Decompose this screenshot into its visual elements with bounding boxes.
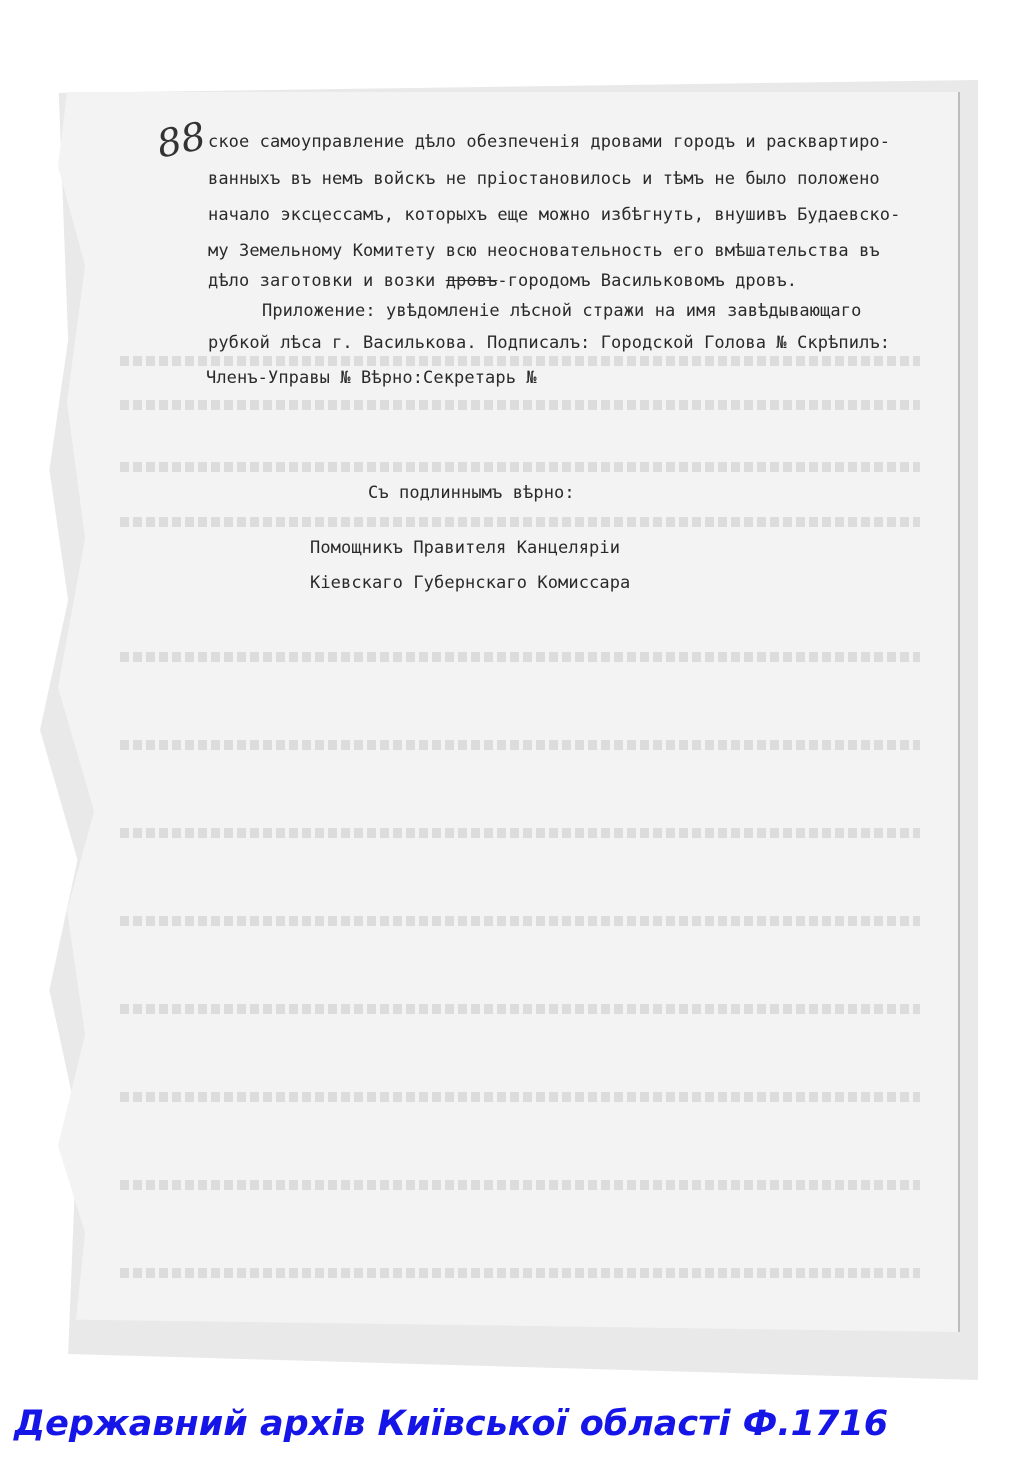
bleed-through-line xyxy=(120,1268,920,1278)
bleed-through-line xyxy=(120,916,920,926)
body-line-start: дѣло заготовки и возки xyxy=(208,271,446,291)
handwritten-page-number: 88 xyxy=(152,113,210,167)
bleed-through-line xyxy=(120,652,920,662)
bleed-through-line xyxy=(120,1092,920,1102)
archive-caption: Державний архів Київської області Ф.1716 xyxy=(14,1404,889,1444)
body-line: начало эксцессамъ, которыхъ еще можно избѣгнуть, внушивъ Будаевско- xyxy=(208,205,901,225)
bleed-through-line xyxy=(120,462,920,472)
bleed-through-line xyxy=(120,828,920,838)
bleed-through-line xyxy=(120,740,920,750)
struck-word: дровъ xyxy=(445,271,498,291)
body-line-end: -городомъ Васильковомъ дровъ. xyxy=(497,271,798,291)
attachment-line: Приложение: увѣдомленіе лѣсной стражи на имя завѣдывающаго xyxy=(262,301,862,321)
body-line xyxy=(208,271,797,291)
body-line: ское самоуправление дѣло обезпеченія дровами городъ и расквартиро- xyxy=(208,132,891,152)
bleed-through-line xyxy=(120,356,920,366)
body-line: ванныхъ въ немъ войскъ не пріостановилось и тѣмъ не было положено xyxy=(208,169,880,189)
signature-line: Помощникъ Правителя Канцеляріи xyxy=(310,538,621,558)
certification-text: Съ подлиннымъ вѣрно: xyxy=(368,483,575,503)
body-line: му Земельному Комитету всю неосновательность его вмѣшательства въ xyxy=(208,241,880,261)
bleed-through-line xyxy=(120,1004,920,1014)
signature-line: Кіевскаго Губернскаго Комиссара xyxy=(310,573,631,593)
bleed-through-line xyxy=(120,1180,920,1190)
attachment-line: рубкой лѣса г. Василькова. Подписалъ: Городской Голова № Скрѣпилъ: xyxy=(208,333,891,353)
bleed-through-line xyxy=(120,517,920,527)
bleed-through-line xyxy=(120,400,920,410)
attachment-line: Членъ-Управы № Вѣрно:Секретарь № xyxy=(206,368,537,388)
